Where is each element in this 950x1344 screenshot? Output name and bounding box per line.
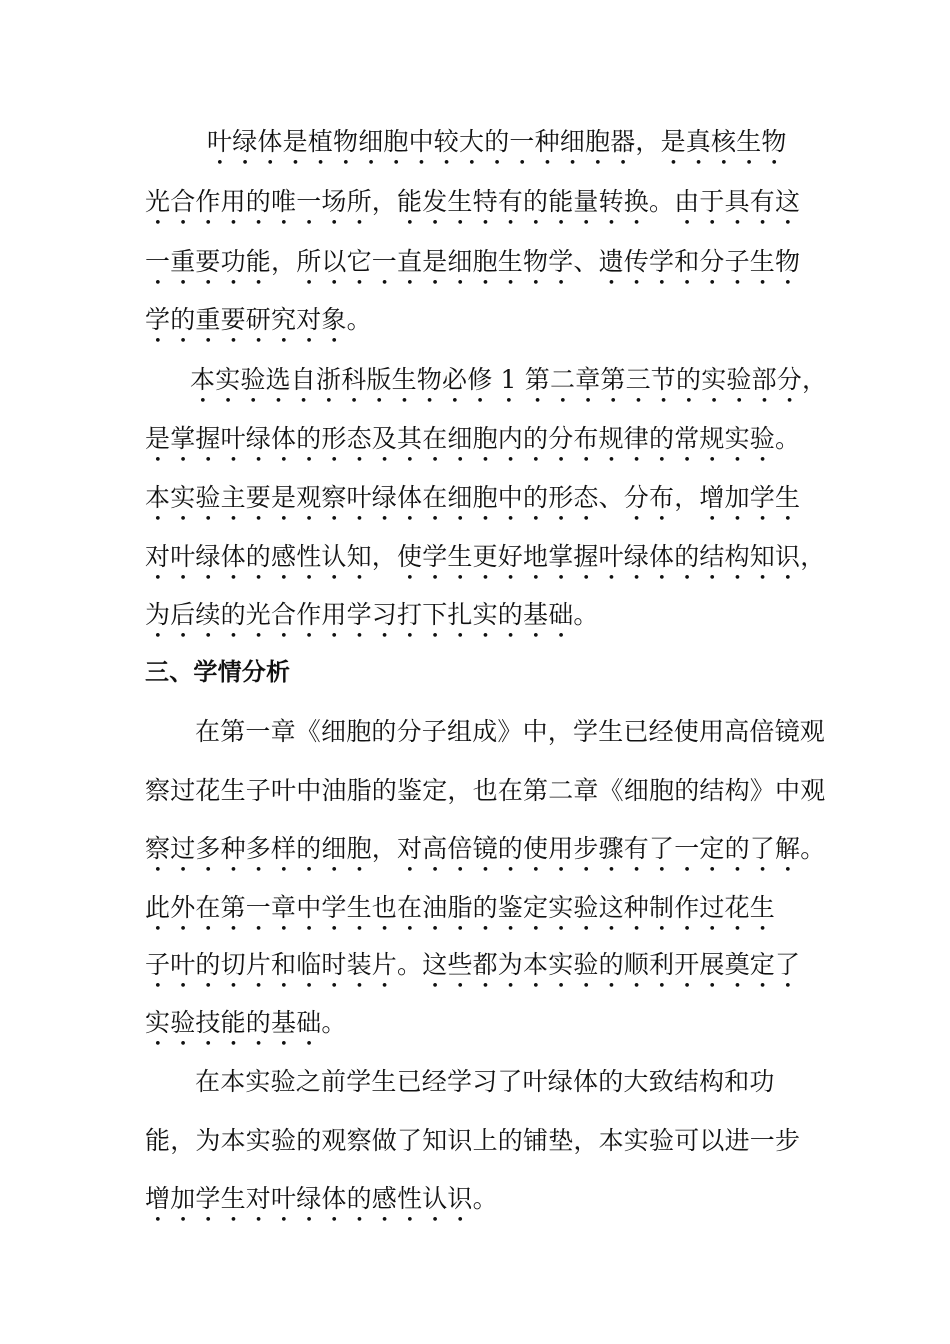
text-line: 本实验主要是观察叶绿体在细胞中的形态、分布，增加学生: [145, 483, 801, 512]
text-line: 叶绿体是植物细胞中较大的一种细胞器，是真核生物: [207, 127, 787, 156]
text-line: 察过多种多样的细胞，对高倍镜的使用步骤有了一定的了解。: [145, 834, 826, 863]
text-line: 为后续的光合作用学习打下扎实的基础。: [145, 600, 599, 629]
text-line: 对叶绿体的感性认知，使学生更好地掌握叶绿体的结构知识，: [145, 542, 826, 571]
text-line: 在第一章《细胞的分子组成》中，学生已经使用高倍镜观: [195, 717, 826, 746]
text-line: 实验技能的基础。: [145, 1008, 347, 1037]
text-line: 子叶的切片和临时装片。这些都为本实验的顺利开展奠定了: [145, 950, 801, 979]
text-line: 是掌握叶绿体的形态及其在细胞内的分布规律的常规实验。: [145, 424, 801, 453]
text-line: 本实验选自浙科版生物必修 1 第二章第三节的实验部分，: [190, 365, 828, 394]
text-line: 学的重要研究对象。: [145, 305, 372, 334]
text-line: 察过花生子叶中油脂的鉴定，也在第二章《细胞的结构》中观: [145, 776, 826, 805]
text-line: 能，为本实验的观察做了知识上的铺垫，本实验可以进一步: [145, 1126, 801, 1155]
text-line: 在本实验之前学生已经学习了叶绿体的大致结构和功: [195, 1067, 775, 1096]
text-line: 光合作用的唯一场所，能发生特有的能量转换。由于具有这: [145, 187, 801, 216]
text-line: 此外在第一章中学生也在油脂的鉴定实验这种制作过花生: [145, 893, 776, 922]
text-line: 增加学生对叶绿体的感性认识。: [145, 1184, 498, 1213]
text-line: 一重要功能，所以它一直是细胞生物学、遗传学和分子生物: [145, 247, 801, 276]
section-heading: 三、学情分析: [145, 658, 291, 686]
